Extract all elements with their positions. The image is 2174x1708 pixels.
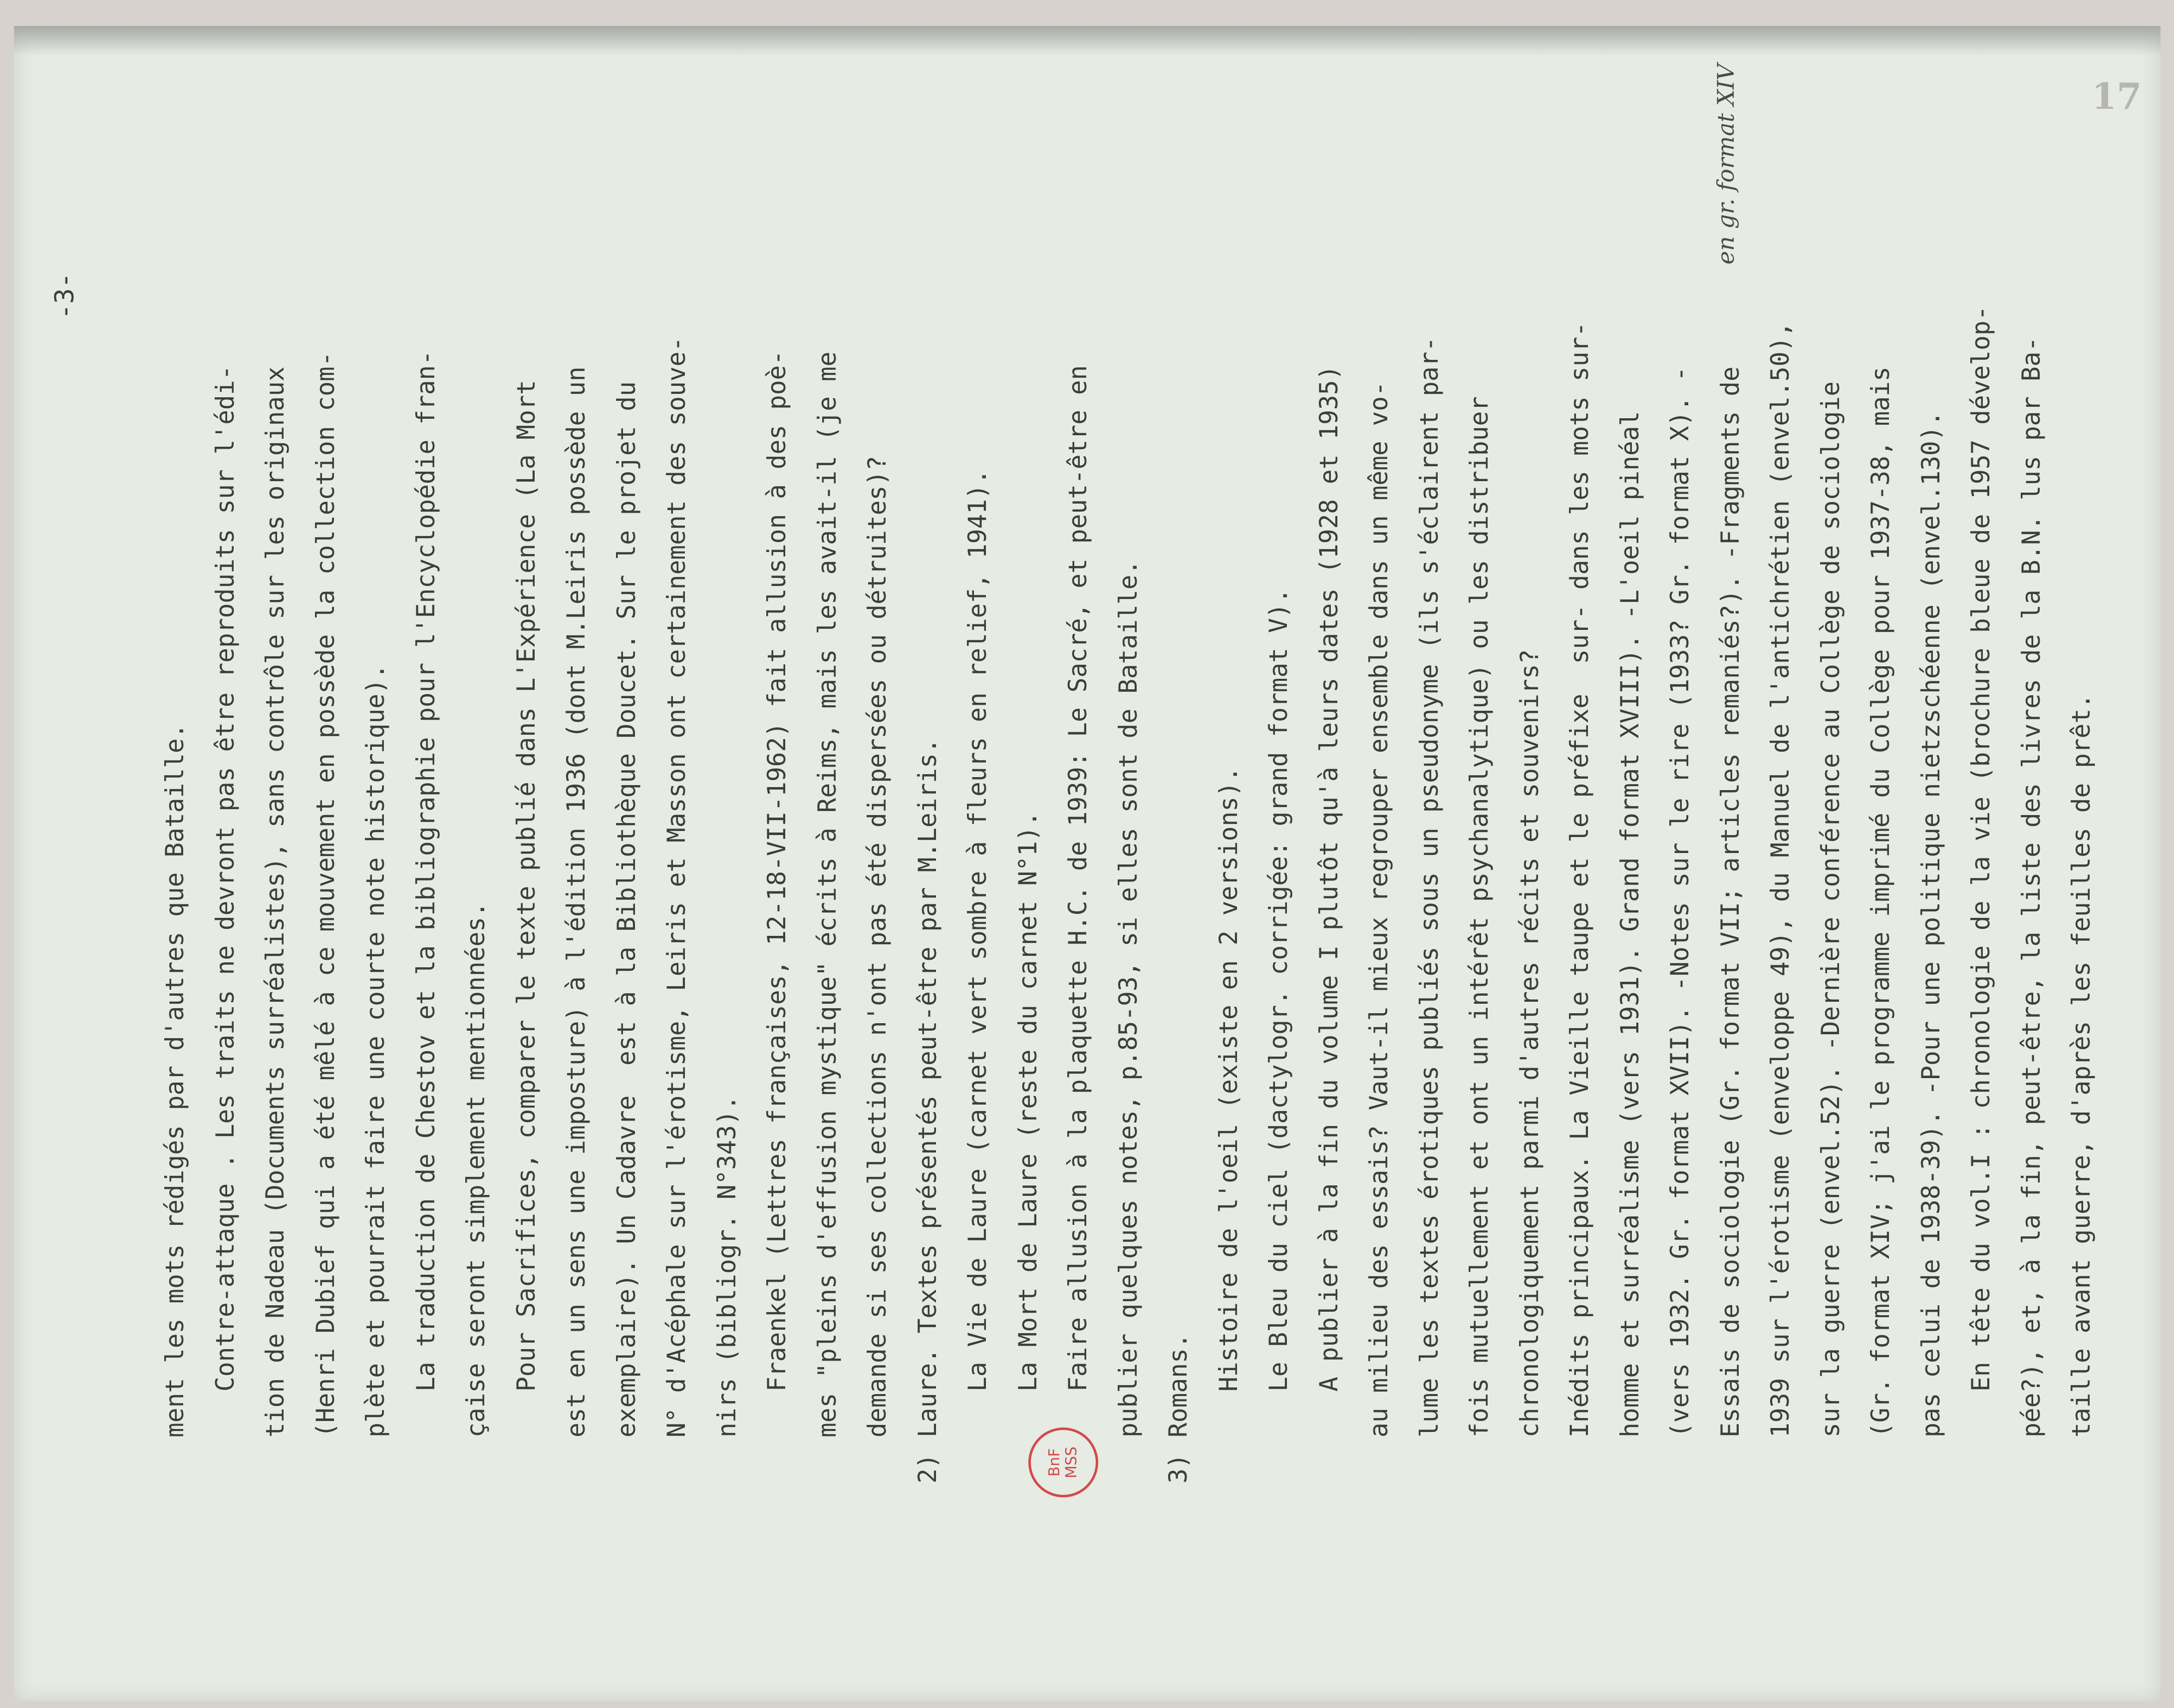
line-text: Pour Sacrifices, comparer le texte publié dans L'Expérience (La Mort <box>511 380 541 1392</box>
line-text: Romans. <box>1164 1333 1193 1437</box>
text-line <box>1755 50 1806 1437</box>
text-line <box>1705 50 1756 1437</box>
line-text: La Vie de Laure (carnet vert sombre à fleurs en relief, 1941). <box>963 469 992 1392</box>
text-line <box>401 50 451 1437</box>
text-line <box>1053 50 1103 1437</box>
text-line <box>200 50 251 1437</box>
text-line <box>1404 50 1455 1437</box>
text-line <box>1906 50 1956 1437</box>
text-line <box>903 50 953 1483</box>
text-line <box>702 50 752 1437</box>
text-line <box>1605 50 1655 1437</box>
text-line <box>752 50 802 1437</box>
text-line <box>350 50 401 1437</box>
folio-number: 17 <box>2092 75 2142 117</box>
handwritten-annotation: en gr. format XIV <box>1712 63 1739 265</box>
bnf-mss-stamp <box>1028 1427 1098 1497</box>
line-text: (vers 1932. Gr. format XVII). -Notes sur le rire (1933? Gr. format X). - <box>1665 366 1694 1437</box>
line-text: lume les textes érotiques publiés sous un pseudonyme (ils s'éclairent par- <box>1414 336 1444 1437</box>
text-line <box>1153 50 1204 1483</box>
line-text: Faire allusion à la plaquette H.C. de 1939: Le Sacré, et peut-être en <box>1063 365 1092 1392</box>
line-text: N° d'Acéphale sur l'érotisme, Leiris et Masson ont certainement des souve- <box>662 336 691 1437</box>
text-line <box>551 50 602 1437</box>
stamp-line-1: BnF <box>1046 1448 1063 1477</box>
line-text: A publier à la fin du volume I plutôt qu'à leurs dates (1928 et 1935) <box>1314 365 1343 1392</box>
line-text: tion de Nadeau (Documents surréalistes), sans contrôle sur les originaux <box>261 366 290 1437</box>
line-text: au milieu des essais? Vaut-il mieux regrouper ensemble dans un même vo- <box>1364 381 1393 1437</box>
line-text: pas celui de 1938-39). -Pour une politique nietzschéenne (envel.130). <box>1916 411 1945 1437</box>
line-text: sur la guerre (envel.52). -Dernière conférence au Collège de sociologie <box>1816 381 1845 1437</box>
line-text: (Gr. format XIV; j'ai le programme imprimé du Collège pour 1937-38, mais <box>1866 366 1895 1437</box>
line-text: Essais de sociologie (Gr. format VII; articles remaniés?). -Fragments de <box>1715 366 1745 1437</box>
text-line <box>1454 50 1505 1437</box>
line-text: Contre-attaque . Les traits ne devront pas être reproduits sur l'édi- <box>210 365 240 1392</box>
line-text: mes "pleins d'effusion mystique" écrits à Reims, mais les avait-il (je me <box>812 351 842 1437</box>
text-line <box>1304 50 1354 1437</box>
line-text: La Mort de Laure (reste du carnet N°1). <box>1013 811 1042 1392</box>
text-line <box>501 50 552 1437</box>
text-line <box>1806 50 1856 1437</box>
line-text: En tête du vol.I : chronologie de la vie (brochure bleue de 1957 dévelop- <box>1966 305 1995 1392</box>
text-line <box>1003 50 1053 1437</box>
line-text: Fraenkel (Lettres françaises, 12-18-VII-1962) fait allusion à des poè- <box>762 350 791 1392</box>
line-text: pée?), et, à la fin, peut-être, la liste des livres de la B.N. lus par Ba- <box>2016 336 2046 1437</box>
line-text: plète et pourrait faire une courte note historique). <box>361 664 390 1437</box>
line-text: demande si ses collections n'ont pas été dispersées ou détruites)? <box>863 456 892 1437</box>
text-line <box>301 50 351 1437</box>
text-line <box>1554 50 1605 1437</box>
text-line <box>952 50 1003 1437</box>
text-line <box>1253 50 1304 1437</box>
line-text: publier quelques notes, p.85-93, si elles sont de Bataille. <box>1113 560 1143 1437</box>
text-line <box>651 50 702 1437</box>
stamp-line-2: MSS <box>1063 1446 1080 1478</box>
line-text: homme et surréalisme (vers 1931). Grand format XVIII). -L'oeil pinéal <box>1615 411 1644 1437</box>
text-line <box>250 50 301 1437</box>
section-number: 2) <box>913 1453 942 1483</box>
text-line <box>2056 50 2107 1437</box>
text-line <box>1956 50 2006 1437</box>
line-text: 1939 sur l'érotisme (enveloppe 49), du Manuel de l'antichrétien (envel.50), <box>1766 321 1795 1437</box>
section-number: 3) <box>1164 1453 1193 1483</box>
line-text: taille avant guerre, d'après les feuilles de prêt. <box>2067 693 2096 1437</box>
text-line <box>602 50 652 1437</box>
line-text: (Henri Dubief qui a été mêlé à ce mouvement en possède la collection com- <box>311 351 340 1437</box>
line-text: La traduction de Chestov et la bibliographie pour l'Encyclopédie fran- <box>411 350 440 1392</box>
line-text: Laure. Textes présentés peut-être par M.Leiris. <box>913 738 942 1437</box>
line-text: Le Bleu du ciel (dactylogr. corrigée: grand format V). <box>1264 588 1293 1392</box>
text-line <box>802 50 853 1437</box>
line-text: Histoire de l'oeil (existe en 2 versions). <box>1214 767 1243 1392</box>
text-line <box>150 50 200 1437</box>
text-line <box>2006 50 2057 1437</box>
line-text: est en un sens une imposture) à l'édition 1936 (dont M.Leiris possède un <box>562 366 591 1437</box>
line-text: fois mutuellement et ont un intérêt psychanalytique) ou les distribuer <box>1465 396 1494 1437</box>
text-line <box>1505 50 1555 1437</box>
text-line <box>1655 50 1705 1437</box>
text-line <box>1354 50 1404 1437</box>
line-text: nirs (bibliogr. N°343). <box>712 1095 741 1437</box>
line-text: chronologiquement parmi d'autres récits et souvenirs? <box>1515 649 1544 1437</box>
page-number: -3- <box>50 273 80 319</box>
line-text: Inédits principaux. La Vieille taupe et le préfixe sur- dans les mots sur- <box>1565 321 1594 1437</box>
text-line <box>852 50 903 1437</box>
line-text: ment les mots rédigés par d'autres que Bataille. <box>160 723 189 1437</box>
text-line <box>1103 50 1154 1437</box>
text-line <box>1204 50 1254 1437</box>
line-text: exemplaire). Un Cadavre est à la Bibliothèque Doucet. Sur le projet du <box>612 381 641 1437</box>
text-line <box>1856 50 1906 1437</box>
text-line <box>451 50 501 1437</box>
line-text: çaise seront simplement mentionnées. <box>461 902 490 1437</box>
